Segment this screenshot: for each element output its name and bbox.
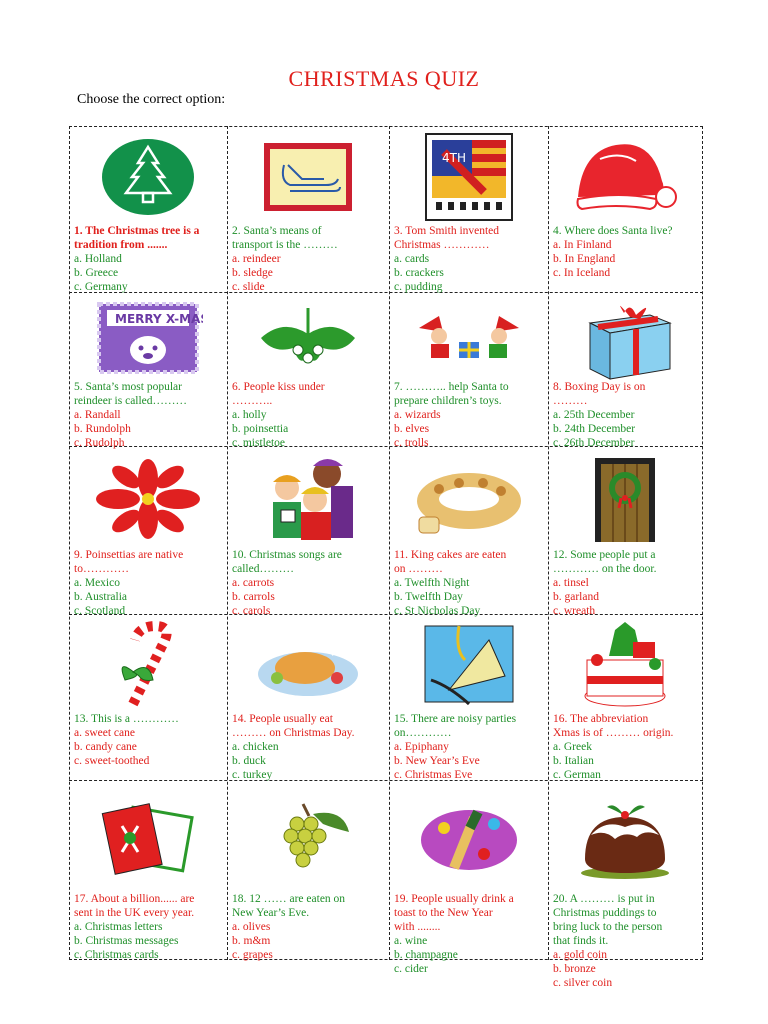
answer-option-c[interactable]: c. pudding (394, 281, 443, 293)
question-text: 10. Christmas songs are (232, 549, 342, 561)
question-text: ……… (553, 395, 588, 407)
question-text: reindeer is called……… (74, 395, 188, 407)
merry-xmas-stamp-icon (93, 298, 203, 378)
question-text: prepare children’s toys. (394, 395, 502, 407)
question-text: Christmas ………… (394, 239, 490, 251)
door-wreath-icon (585, 454, 665, 544)
question-text: 17. About a billion...... are (74, 893, 195, 905)
question-text: to………… (74, 563, 129, 575)
question-text: on………… (394, 727, 452, 739)
question-text: 12. Some people put a (553, 549, 656, 561)
question-text: transport is the ……… (232, 239, 338, 251)
grapes-icon (263, 798, 353, 878)
answer-option-a[interactable]: a. wizards (394, 409, 441, 421)
answer-option-b[interactable]: b. Rundolph (74, 423, 131, 435)
answer-option-c[interactable]: c. silver coin (553, 977, 613, 989)
answer-option-b[interactable]: b. bronze (553, 963, 596, 975)
answer-option-c[interactable]: c. turkey (232, 769, 273, 781)
answer-option-b[interactable]: b. 24th December (553, 423, 636, 435)
question-text: that finds it. (553, 935, 609, 947)
answer-option-a[interactable]: a. sweet cane (74, 727, 135, 739)
answer-option-a[interactable]: a. gold coin (553, 949, 607, 961)
question-text: 3. Tom Smith invented (394, 225, 500, 237)
answer-option-c[interactable]: c. Christmas Eve (394, 769, 473, 781)
question-text: ……….. (232, 395, 273, 407)
answer-option-c[interactable]: c. St Nicholas Day (394, 605, 481, 617)
answer-option-a[interactable]: a. wine (394, 935, 428, 947)
question-text: 20. A ……… is put in (553, 893, 655, 905)
answer-option-b[interactable]: b. sledge (232, 267, 273, 279)
question-text: called……… (232, 563, 294, 575)
roast-turkey-icon (253, 630, 363, 700)
answer-option-c[interactable]: c. Rudolph (74, 437, 125, 449)
instruction-text: Choose the correct option: (77, 92, 226, 107)
champagne-party-icon (414, 798, 524, 878)
answer-option-c[interactable]: c. sweet-toothed (74, 755, 150, 767)
christmas-card-icon (98, 798, 198, 878)
king-cake-icon (409, 459, 529, 539)
answer-option-c[interactable]: c. trolls (394, 437, 429, 449)
answer-option-c[interactable]: c. grapes (232, 949, 273, 961)
question-text: Christmas puddings to (553, 907, 657, 919)
answer-option-b[interactable]: b. duck (232, 755, 266, 767)
answer-option-a[interactable]: a. 25th December (553, 409, 635, 421)
answer-option-b[interactable]: b. Italian (553, 755, 594, 767)
answer-option-b[interactable]: b. Christmas messages (74, 935, 179, 947)
answer-option-c[interactable]: c. Christmas cards (74, 949, 159, 961)
question-text: New Year’s Eve. (232, 907, 310, 919)
patriotic-card-icon (424, 132, 514, 222)
answer-option-c[interactable]: c. In Iceland (553, 267, 611, 279)
question-text: 5. Santa’s most popular (74, 381, 182, 393)
poinsettia-icon (88, 459, 208, 539)
answer-option-a[interactable]: a. tinsel (553, 577, 589, 589)
answer-option-a[interactable]: a. chicken (232, 741, 279, 753)
sleigh-icon (258, 137, 358, 217)
answer-option-b[interactable]: b. m&m (232, 935, 271, 947)
gift-box-icon (570, 293, 680, 383)
answer-option-a[interactable]: a. Epiphany (394, 741, 449, 753)
svg-text:MERRY X-MAS: MERRY X-MAS (115, 312, 203, 326)
question-text: 1. The Christmas tree is a (74, 225, 200, 237)
question-text: with ........ (394, 921, 441, 933)
santa-hat-icon (570, 137, 680, 217)
christmas-cake-icon (575, 620, 675, 710)
answer-option-b[interactable]: b. carrols (232, 591, 275, 603)
question-text: sent in the UK every year. (74, 907, 195, 919)
quiz-grid (69, 126, 703, 989)
answer-option-b[interactable]: b. candy cane (74, 741, 137, 753)
question-text: tradition from ....... (74, 239, 168, 251)
answer-option-c[interactable]: c. carols (232, 605, 271, 617)
question-text: 7. ……….. help Santa to (394, 381, 509, 393)
answer-option-a[interactable]: a. Holland (74, 253, 122, 265)
question-text: 15. There are noisy parties (394, 713, 517, 725)
question-text: Xmas is of ……… origin. (553, 727, 674, 739)
question-text: on ……… (394, 563, 443, 575)
answer-option-a[interactable]: a. holly (232, 409, 267, 421)
answer-option-b[interactable]: b. Twelfth Day (394, 591, 463, 603)
question-text: ………… on the door. (553, 563, 657, 575)
answer-option-a[interactable]: a. olives (232, 921, 271, 933)
answer-option-a[interactable]: a. Randall (74, 409, 121, 421)
answer-option-c[interactable]: c. cider (394, 963, 428, 975)
answer-option-a[interactable]: a. cards (394, 253, 430, 265)
question-text: 19. People usually drink a (394, 893, 514, 905)
carolers-icon (253, 454, 363, 544)
answer-option-c[interactable]: c. Scotland (74, 605, 126, 617)
answer-option-a[interactable]: a. Mexico (74, 577, 120, 589)
question-text: 18. 12 …… are eaten on (232, 893, 346, 905)
answer-option-b[interactable]: b. Greece (74, 267, 119, 279)
answer-option-b[interactable]: b. In England (553, 253, 616, 265)
answer-option-a[interactable]: a. carrots (232, 577, 275, 589)
question-text: 16. The abbreviation (553, 713, 649, 725)
question-text: 2. Santa’s means of (232, 225, 322, 237)
answer-option-c[interactable]: c. Germany (74, 281, 128, 293)
answer-option-b[interactable]: b. crackers (394, 267, 444, 279)
question-text: ……… on Christmas Day. (232, 727, 355, 739)
answer-option-b[interactable]: b. champagne (394, 949, 458, 961)
answer-option-c[interactable]: c. German (553, 769, 601, 781)
answer-option-a[interactable]: a. reindeer (232, 253, 281, 265)
christmas-pudding-icon (575, 793, 675, 883)
mistletoe-icon (253, 298, 363, 378)
answer-option-a[interactable]: a. Twelfth Night (394, 577, 470, 589)
answer-option-b[interactable]: b. poinsettia (232, 423, 289, 435)
question-text: toast to the New Year (394, 907, 493, 919)
answer-option-c[interactable]: c. 26th December (553, 437, 635, 449)
question-text: 9. Poinsettias are native (74, 549, 184, 561)
question-text: 11. King cakes are eaten (394, 549, 507, 561)
answer-option-b[interactable]: b. Australia (74, 591, 128, 603)
question-text: bring luck to the person (553, 921, 663, 933)
candy-cane-icon (103, 620, 193, 710)
answer-option-b[interactable]: b. garland (553, 591, 599, 603)
question-text: 13. This is a ………… (74, 713, 179, 725)
party-horn-icon (419, 620, 519, 710)
question-text: 6. People kiss under (232, 381, 325, 393)
answer-option-b[interactable]: b. elves (394, 423, 430, 435)
answer-option-c[interactable]: c. mistletoe (232, 437, 286, 449)
answer-option-c[interactable]: c. slide (232, 281, 265, 293)
answer-option-a[interactable]: a. In Finland (553, 239, 612, 251)
answer-option-c[interactable]: c. wreath (553, 605, 596, 617)
question-text: 8. Boxing Day is on (553, 381, 646, 393)
question-text: 14. People usually eat (232, 713, 333, 725)
svg-text:4TH: 4TH (442, 151, 466, 165)
answer-option-a[interactable]: a. Christmas letters (74, 921, 163, 933)
elves-icon (409, 308, 529, 368)
answer-option-a[interactable]: a. Greek (553, 741, 592, 753)
question-text: 4. Where does Santa live? (553, 225, 673, 237)
answer-option-b[interactable]: b. New Year’s Eve (394, 755, 480, 767)
page-title: CHRISTMAS QUIZ (288, 66, 480, 91)
christmas-tree-icon (98, 137, 198, 217)
